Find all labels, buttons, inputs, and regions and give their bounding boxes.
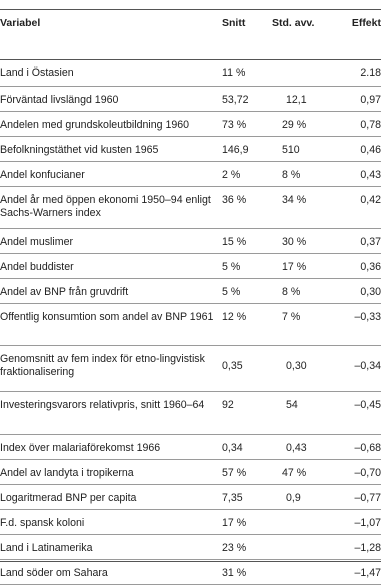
cell-std: 29 % [282, 119, 307, 131]
cell-effect: 0,42 [360, 194, 381, 206]
cell-std: 54 [286, 399, 298, 411]
cell-std: 17 % [282, 261, 307, 273]
cell-effect: –0,34 [354, 360, 381, 372]
cell-effect: 0,30 [360, 286, 381, 298]
cell-variable: Andel av BNP från gruvdrift [0, 286, 129, 298]
cell-effect: –0,33 [354, 311, 381, 323]
cell-variable: Land i Latinamerika [0, 542, 93, 554]
cell-variable: Genomsnitt av fem index för etno-lingvistisk fraktionalisering [0, 353, 205, 378]
cell-mean: 2 % [222, 169, 241, 181]
table-row [0, 535, 381, 560]
table-row [0, 112, 381, 137]
cell-mean: 12 % [222, 311, 247, 323]
table-row [0, 392, 381, 435]
table-row [0, 460, 381, 485]
cell-variable: F.d. spansk koloni [0, 517, 85, 529]
table-row [0, 346, 381, 392]
table-body [0, 60, 381, 585]
table-row [0, 229, 381, 254]
table-row [0, 137, 381, 162]
header-variable: Variabel [0, 17, 41, 29]
cell-mean: 5 % [222, 286, 241, 298]
table-row [0, 435, 381, 460]
cell-variable: Logaritmerad BNP per capita [0, 492, 137, 504]
cell-effect: –1,28 [354, 542, 381, 554]
cell-effect: –1,47 [354, 567, 381, 579]
cell-variable: Index över malariaförekomst 1966 [0, 442, 161, 454]
cell-std: 7 % [282, 311, 301, 323]
cell-mean: 53,72 [222, 94, 249, 106]
cell-mean: 7,35 [222, 492, 243, 504]
cell-mean: 0,35 [222, 360, 243, 372]
cell-variable: Andel av landyta i tropikerna [0, 467, 134, 479]
table-row [0, 187, 381, 229]
cell-mean: 36 % [222, 194, 247, 206]
cell-variable: Investeringsvarors relativpris, snitt 1960–64 [0, 399, 205, 411]
cell-effect: 0,37 [360, 236, 381, 248]
cell-mean: 31 % [222, 567, 247, 579]
cell-variable: Andel muslimer [0, 236, 74, 248]
cell-effect: 2.18 [360, 67, 381, 79]
cell-variable: Offentlig konsumtion som andel av BNP 1961 [0, 311, 214, 323]
cell-std: 34 % [282, 194, 307, 206]
cell-effect: –0,77 [354, 492, 381, 504]
cell-std: 30 % [282, 236, 307, 248]
cell-effect: 0,46 [360, 144, 381, 156]
cell-effect: –0,68 [354, 442, 381, 454]
cell-variable: Andel buddister [0, 261, 74, 273]
cell-variable: Andel år med öppen ekonomi 1950–94 enligt Sachs-Warners index [0, 194, 211, 219]
table-row [0, 560, 381, 585]
cell-variable: Förväntad livslängd 1960 [0, 94, 119, 106]
cell-std: 0,9 [286, 492, 301, 504]
cell-effect: 0,43 [360, 169, 381, 181]
cell-variable: Land i Östasien [0, 67, 74, 79]
cell-mean: 17 % [222, 517, 247, 529]
cell-variable: Land söder om Sahara [0, 567, 108, 579]
cell-mean: 146,9 [222, 144, 249, 156]
header-effect: Effekt [351, 17, 381, 29]
table-row [0, 87, 381, 112]
table-row [0, 510, 381, 535]
cell-mean: 0,34 [222, 442, 243, 454]
cell-effect: 0,78 [360, 119, 381, 131]
cell-std: 0,43 [286, 442, 307, 454]
cell-mean: 73 % [222, 119, 247, 131]
cell-mean: 92 [222, 399, 234, 411]
header-std: Std. avv. [272, 17, 315, 29]
cell-std: 8 % [282, 286, 301, 298]
cell-mean: 15 % [222, 236, 247, 248]
table-row [0, 60, 381, 87]
table-header [0, 9, 381, 60]
table-row [0, 304, 381, 346]
cell-mean: 11 % [222, 67, 246, 79]
cell-mean: 5 % [222, 261, 241, 273]
cell-effect: 0,36 [360, 261, 381, 273]
cell-mean: 23 % [222, 542, 247, 554]
table-row [0, 485, 381, 510]
cell-std: 0,30 [286, 360, 307, 372]
cell-effect: –0,70 [354, 467, 381, 479]
cell-effect: –0,45 [354, 399, 381, 411]
cell-variable: Andel konfucianer [0, 169, 85, 181]
cell-std: 47 % [282, 467, 307, 479]
cell-variable: Andelen med grundskoleutbildning 1960 [0, 119, 190, 131]
table-row [0, 254, 381, 279]
cell-effect: –1,07 [354, 517, 381, 529]
header-mean: Snitt [222, 17, 246, 29]
cell-mean: 57 % [222, 467, 247, 479]
cell-std: 12,1 [286, 94, 307, 106]
cell-std: 510 [282, 144, 300, 156]
table-row [0, 162, 381, 187]
cell-variable: Befolkningstäthet vid kusten 1965 [0, 144, 159, 156]
cell-std: 8 % [282, 169, 301, 181]
cell-effect: 0,97 [360, 94, 381, 106]
table-row [0, 279, 381, 304]
